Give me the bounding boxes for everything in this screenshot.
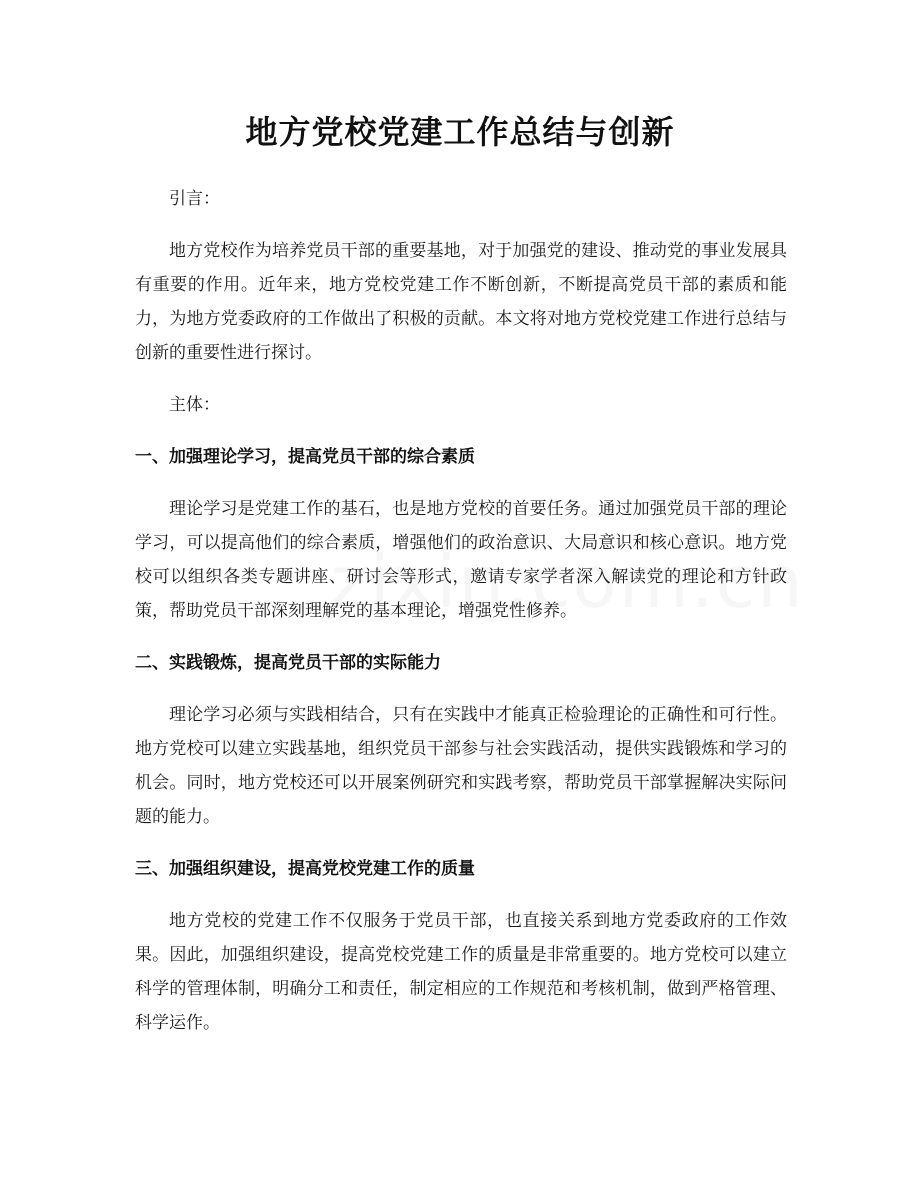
document-body	[135, 182, 787, 1058]
section-heading-2: 二、实践锻炼，提高党员干部的实际能力	[135, 653, 441, 673]
section-paragraph-2: 理论学习必须与实践相结合，只有在实践中才能真正检验理论的正确性和可行性。地方党校可以建立实践基地，组织党员干部参与社会实践活动，提供实践锻炼和学习的机会。同时，地方党校还可以开展案例研究和实践考察，帮助党员干部掌握解决实际问题的能力。	[135, 705, 787, 827]
intro-paragraph: 地方党校作为培养党员干部的重要基地，对于加强党的建设、推动党的事业发展具有重要的作用。近年来，地方党校党建工作不断创新，不断提高党员干部的素质和能力，为地方党委政府的工作做出了积极的贡献。本文将对地方党校党建工作进行总结与创新的重要性进行探讨。	[135, 241, 787, 363]
intro-label: 引言：	[169, 189, 220, 209]
section-heading-1: 一、加强理论学习，提高党员干部的综合素质	[135, 447, 475, 467]
section-paragraph-1: 理论学习是党建工作的基石，也是地方党校的首要任务。通过加强党员干部的理论学习，可以提高他们的综合素质，增强他们的政治意识、大局意识和核心意识。地方党校可以组织各类专题讲座、研讨会等形式，邀请专家学者深入解读党的理论和方针政策，帮助党员干部深刻理解党的基本理论，增强党性修养。	[135, 499, 787, 621]
section-paragraph-3: 地方党校的党建工作不仅服务于党员干部，也直接关系到地方党委政府的工作效果。因此，加强组织建设，提高党校党建工作的质量是非常重要的。地方党校可以建立科学的管理体制，明确分工和责任，制定相应的工作规范和考核机制，做到严格管理、科学运作。	[135, 911, 787, 1033]
body-label: 主体：	[169, 395, 220, 415]
document-title: 地方党校党建工作总结与创新	[245, 113, 675, 151]
section-heading-3: 三、加强组织建设，提高党校党建工作的质量	[135, 859, 475, 879]
